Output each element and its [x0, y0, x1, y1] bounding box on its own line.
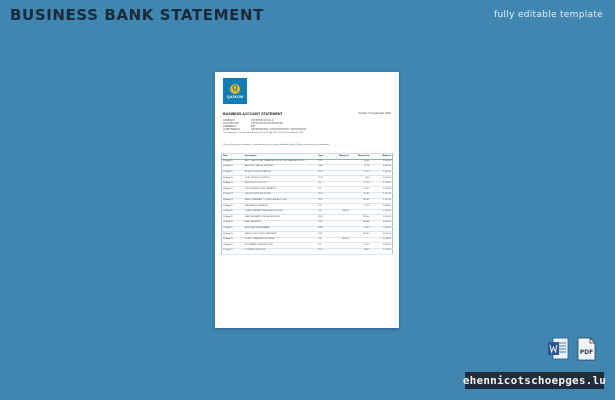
table-cell: BANK TRANSFER TO SUPPLIER ACCOUNT: [244, 198, 318, 204]
table-cell: 1,860.00: [370, 204, 392, 210]
table-cell: 100.00: [350, 232, 371, 238]
table-cell: 12-Aug-21: [222, 221, 244, 227]
table-cell: 13-Aug-21: [222, 226, 244, 232]
table-cell: 1,260.00: [370, 232, 392, 238]
pdf-document-icon[interactable]: [575, 337, 597, 361]
transactions-body: [222, 159, 393, 254]
customer-label: CUSTOMER ID: [223, 128, 240, 132]
table-cell: 04-Aug-21: [222, 176, 244, 182]
site-label[interactable]: ehennicotschoepges.lu: [462, 374, 607, 387]
table-cell: OFFICE SUPPLIES STORE: [244, 193, 318, 199]
table-cell: TFR: [317, 198, 331, 204]
table-cell: 2,140.00: [370, 209, 392, 215]
table-cell: 16-Aug-21: [222, 243, 244, 249]
table-cell: RENT PAYMENT: [244, 221, 318, 227]
table-cell: 8.40: [350, 176, 371, 182]
column-header: Type: [317, 154, 331, 160]
table-cell: ATM: [317, 226, 331, 232]
table-cell: 2,365.20: [370, 170, 392, 176]
column-header: Money Out: [350, 154, 371, 160]
statement-period: This statement is for the period from the 1st of July 2021 to the 31st of August 2021: [223, 132, 304, 134]
logo-name: QAZKOM: [226, 94, 244, 99]
table-cell: 2,356.80: [370, 176, 392, 182]
table-cell: 1,973.00: [370, 249, 392, 255]
column-header: Money In: [331, 154, 350, 160]
table-cell: 12.50: [350, 165, 371, 171]
table-cell: 11-Aug-21: [222, 215, 244, 221]
table-cell: 08-Aug-21: [222, 198, 244, 204]
table-cell: TFR: [317, 221, 331, 227]
table-cell: CR: [317, 237, 331, 243]
table-cell: 05-Aug-21: [222, 181, 244, 187]
table-cell: 06-Aug-21: [222, 187, 244, 193]
table-cell: TFR: [317, 232, 331, 238]
table-cell: POS: [317, 249, 331, 255]
statement-date: Printed: 17 September 2021: [358, 112, 391, 115]
table-cell: SOFTWARE SUBSCRIPTION: [244, 243, 318, 249]
table-cell: TELECOM ACCOUNT PAYMENT: [244, 187, 318, 193]
page-subtitle: fully editable template: [494, 10, 603, 20]
table-cell: CR: [317, 209, 331, 215]
table-cell: 220.00: [350, 215, 371, 221]
customer-values: [251, 119, 361, 131]
table-cell: POST OFFICE COUNTER: [244, 176, 318, 182]
table-cell: DD: [317, 181, 331, 187]
table-cell: 2,259.60: [370, 181, 392, 187]
table-cell: 2,177.80: [370, 193, 392, 199]
table-cell: 1,360.00: [370, 226, 392, 232]
table-cell: ACC TO ACCOUNT TRANSFER FROM CUSTOMER ACCOUNT: [244, 159, 318, 165]
column-header: Balance: [370, 154, 392, 160]
table-cell: 79.00: [350, 243, 371, 249]
table-cell: 2,437.50: [370, 165, 392, 171]
table-cell: 97.20: [350, 181, 371, 187]
table-cell: POS: [317, 176, 331, 182]
format-icons: [547, 337, 597, 361]
page-title: BUSINESS BANK STATEMENT: [10, 6, 264, 24]
table-cell: 1,937.80: [370, 198, 392, 204]
table-cell: 60.00: [350, 226, 371, 232]
table-cell: 07-Aug-21: [222, 193, 244, 199]
table-cell: 500.00: [350, 221, 371, 227]
table-row: [222, 249, 393, 255]
table-cell: 09-Aug-21: [222, 204, 244, 210]
table-cell: 03-Aug-21: [222, 170, 244, 176]
table-cell: 820.00: [331, 237, 350, 243]
table-cell: CLIENT PAYMENT RECEIVED INVOICE: [244, 209, 318, 215]
table-cell: 240.00: [350, 198, 371, 204]
table-cell: CHG: [317, 165, 331, 171]
table-cell: 50.00: [350, 159, 371, 165]
column-header: Description: [244, 154, 318, 160]
table-cell: DD: [317, 243, 331, 249]
bank-logo: [223, 78, 247, 104]
transactions-table-container: [221, 153, 393, 297]
customer-label: CURRENCY: [223, 125, 237, 129]
table-cell: 01-Aug-21: [222, 159, 244, 165]
customer-address: XXXXXXXXXXX, XXXXXXXXXXXX, XXXXXXXXXX: [251, 128, 307, 132]
table-cell: POS: [317, 170, 331, 176]
customer-label: ACCOUNT NO: [223, 122, 240, 126]
table-cell: 1,420.00: [370, 221, 392, 227]
transactions-table: [221, 153, 393, 255]
table-cell: ELECTRICITY UTILITY: [244, 181, 318, 187]
customer-label: COMPANY: [223, 119, 235, 122]
customer-value: XXXXXXXXXXX LLC: [251, 119, 274, 122]
table-cell: 280.00: [331, 209, 350, 215]
statement-notice: Please check your statement. If you find any error, contact the bank within 30 days of receiving this statement.: [223, 144, 330, 146]
table-cell: POS: [317, 215, 331, 221]
table-cell: DD: [317, 204, 331, 210]
table-cell: 28.00: [350, 249, 371, 255]
table-cell: 45.00: [350, 187, 371, 193]
statement-title: BUSINESS ACCOUNT STATEMENT: [223, 112, 283, 116]
table-cell: [331, 249, 350, 255]
table-cell: 2,450.00: [370, 159, 392, 165]
table-cell: 1,920.00: [370, 215, 392, 221]
table-cell: 2,001.00: [370, 243, 392, 249]
customer-value: KZT: [251, 125, 256, 129]
table-cell: TFR: [317, 159, 331, 165]
table-cell: ATM CASH WITHDRAWAL: [244, 226, 318, 232]
table-cell: 17-Aug-21: [222, 249, 244, 255]
table-cell: 72.30: [350, 170, 371, 176]
table-cell: 15-Aug-21: [222, 237, 244, 243]
table-cell: 2,080.00: [370, 237, 392, 243]
table-cell: POS: [317, 193, 331, 199]
table-cell: 14-Aug-21: [222, 232, 244, 238]
svg-text:PDF: PDF: [579, 349, 594, 356]
table-cell: 2,214.60: [370, 187, 392, 193]
table-cell: COURIER SERVICES: [244, 249, 318, 255]
table-cell: CLIENT TRANSFER RECEIVED: [244, 237, 318, 243]
table-cell: DD: [317, 187, 331, 193]
table-cell: SERVICE CHARGE MONTHLY: [244, 165, 318, 171]
table-cell: BP MOTOR FUEL STATION: [244, 170, 318, 176]
logo-mark: Q: [230, 84, 240, 94]
customer-value: XXXXXXXXXXXXXXXXXXXX: [251, 122, 283, 126]
table-cell: 02-Aug-21: [222, 165, 244, 171]
table-cell: 36.80: [350, 193, 371, 199]
table-cell: 77.80: [350, 204, 371, 210]
table-cell: CARD PAYMENT ONLINE SERVICES: [244, 215, 318, 221]
column-header: Date: [222, 154, 244, 160]
word-document-icon[interactable]: [547, 337, 569, 361]
statement-document: [215, 72, 399, 328]
table-cell: 10-Aug-21: [222, 209, 244, 215]
table-cell: PAYROLL ACCOUNT TRANSFER: [244, 232, 318, 238]
table-cell: INSURANCE PREMIUM: [244, 204, 318, 210]
